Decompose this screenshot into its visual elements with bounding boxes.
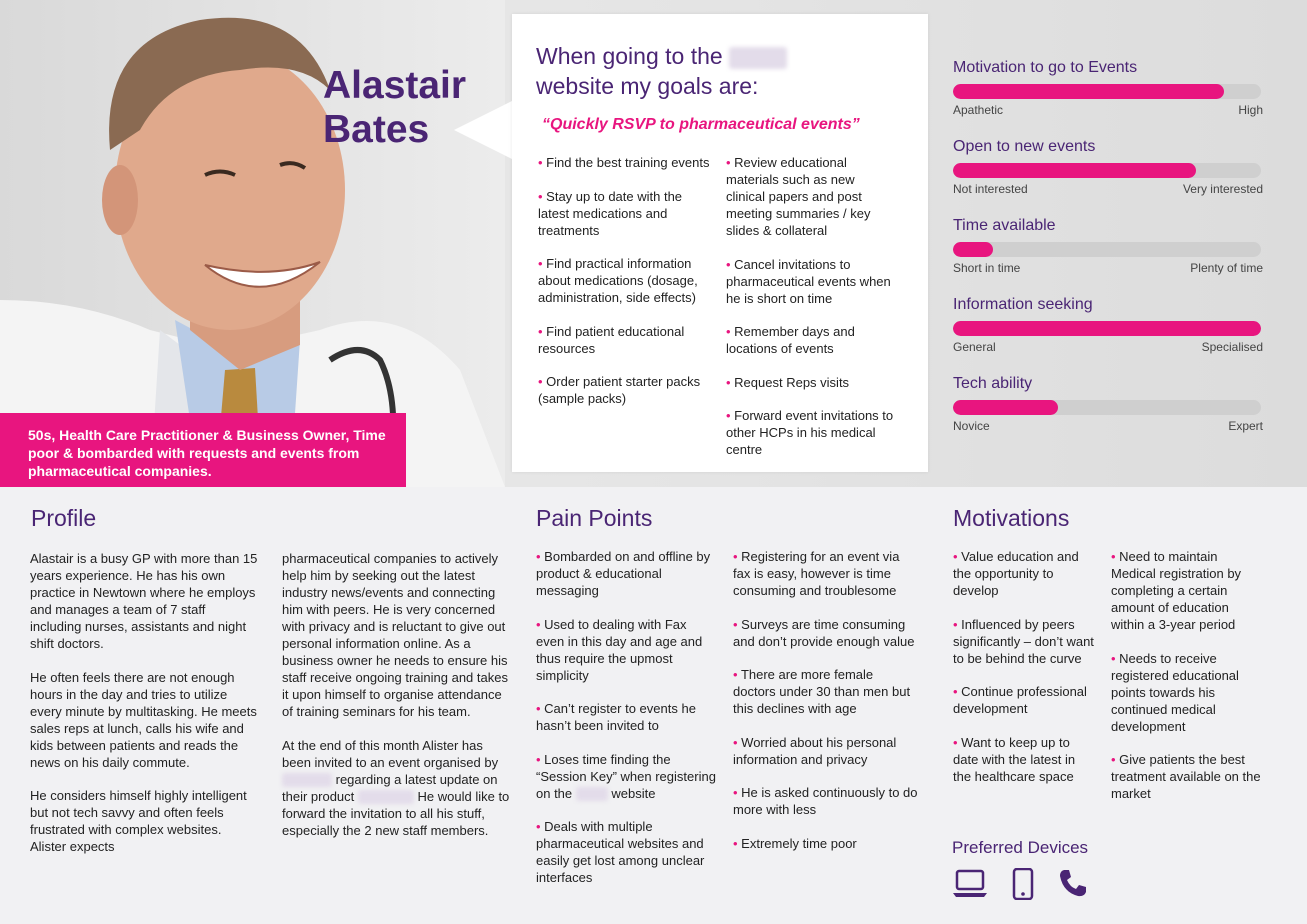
goal-item: • Request Reps visits [726, 374, 896, 391]
preferred-devices-title: Preferred Devices [952, 838, 1089, 857]
profile-text: regarding a latest update on their product [282, 771, 498, 804]
goal-item: • Order patient starter packs (sample packs) [538, 373, 714, 407]
profile-column-2 [282, 550, 510, 855]
goals-heading-part1: When going to the [536, 43, 723, 69]
scale-high-label: High [1238, 103, 1263, 117]
pain-points-title: Pain Points [536, 505, 653, 531]
goals-list-left [538, 154, 714, 424]
pain-point-item: • Can’t register to events he hasn’t been invited to [536, 700, 718, 734]
goal-item: • Find patient educational resources [538, 323, 714, 357]
scale-information-seeking [953, 294, 1263, 373]
goal-item: • Cancel invitations to pharmaceutical events when he is short on time [726, 256, 896, 307]
pain-point-text: website [611, 785, 656, 801]
scale-title: Information seeking [953, 296, 1093, 313]
scale-track [953, 400, 1261, 415]
scale-fill [953, 400, 1058, 415]
goal-item: • Stay up to date with the latest medications and treatments [538, 188, 714, 239]
redacted-company [282, 773, 332, 787]
pain-point-item: • Bombarded on and offline by product & educational messaging [536, 548, 718, 599]
motivation-item: • Value education and the opportunity to develop [953, 548, 1095, 599]
scale-low-label: Apathetic [953, 103, 1004, 117]
pain-points-list-left [536, 548, 718, 903]
scale-low-label: General [953, 340, 996, 354]
scale-open-new-events [953, 136, 1263, 215]
motivation-item: • Give patients the best treatment available on the market [1111, 751, 1261, 802]
motivation-item: • Want to keep up to date with the latest in the healthcare space [953, 734, 1095, 785]
phone-icon [1058, 868, 1088, 905]
scale-fill [953, 321, 1261, 336]
scale-track [953, 321, 1261, 336]
motivations-title: Motivations [953, 505, 1070, 531]
goals-card [512, 14, 928, 472]
pain-point-text: Loses time finding the “Session Key” when registering on the [536, 751, 716, 801]
goals-heading [536, 41, 916, 101]
redacted-brand [729, 47, 787, 69]
scale-time-available [953, 215, 1263, 294]
goal-item: • Review educational materials such as new clinical papers and post meeting summaries / key slides & collateral [726, 154, 896, 239]
pain-point-item: • There are more female doctors under 30 than men but this declines with age [733, 666, 918, 717]
goals-heading-part2: website my goals are: [536, 73, 759, 99]
motivations-list-left [953, 548, 1095, 801]
goal-item: • Find the best training events [538, 154, 714, 171]
scale-motivation [953, 57, 1263, 136]
scale-fill [953, 84, 1224, 99]
motivations-list-right [1111, 548, 1261, 819]
goal-item: • Find practical information about medications (dosage, administration, side effects) [538, 255, 714, 306]
scale-high-label: Specialised [1201, 340, 1263, 354]
pain-point-item: • He is asked continuously to do more with less [733, 784, 918, 818]
scale-fill [953, 242, 993, 257]
scale-title: Motivation to go to Events [953, 59, 1138, 76]
goal-item: • Forward event invitations to other HCPs in his medical centre [726, 407, 896, 458]
scale-high-label: Very interested [1182, 182, 1263, 196]
motivation-item: • Influenced by peers significantly – don’t want to be behind the curve [953, 616, 1095, 667]
redacted-product [358, 790, 414, 804]
pain-point-item: • Worried about his personal information and privacy [733, 734, 918, 768]
scale-title: Open to new events [953, 138, 1096, 155]
scale-title: Tech ability [953, 375, 1033, 392]
motivation-item: • Continue professional development [953, 683, 1095, 717]
scale-fill [953, 163, 1196, 178]
pain-point-item: • Surveys are time consuming and don’t provide enough value [733, 616, 918, 650]
scale-track [953, 163, 1261, 178]
laptop-icon [952, 868, 988, 905]
pain-point-item: • Used to dealing with Fax even in this day and age and thus require the upmost simplicity [536, 616, 718, 684]
smartphone-icon [1012, 868, 1034, 905]
redacted-brand [576, 787, 608, 801]
scale-low-label: Short in time [953, 261, 1021, 275]
preferred-devices [952, 868, 1088, 905]
scale-track [953, 84, 1261, 99]
profile-paragraph: He often feels there are not enough hours in the day and tries to utilize every minute by multitasking. He meets sales reps at lunch, calls his wife and kids between patients and reads the news on his daily commute. [30, 669, 257, 770]
goal-item: • Remember days and locations of events [726, 323, 896, 357]
profile-paragraph: Alastair is a busy GP with more than 15 years experience. He has his own practice in Newtown where he employs and manages a team of 7 staff including nurses, assistants and night shift doctors. [30, 551, 258, 651]
speech-pointer [454, 100, 514, 160]
scale-low-label: Not interested [953, 182, 1028, 196]
pain-point-item: • Deals with multiple pharmaceutical websites and easily get lost among unclear interfaces [536, 818, 718, 886]
scale-high-label: Plenty of time [1190, 261, 1263, 275]
goals-quote: “Quickly RSVP to pharmaceutical events” [542, 116, 860, 133]
persona-name: Alastair Bates [323, 64, 467, 151]
scale-tech-ability [953, 373, 1263, 452]
profile-text: He would like to forward the invitation to all his stuff, especially the 2 new staff members. [282, 788, 510, 838]
goals-list-right [726, 154, 896, 475]
scale-title: Time available [953, 217, 1056, 234]
scale-track [953, 242, 1261, 257]
pain-point-item: • Registering for an event via fax is easy, however is time consuming and troublesome [733, 548, 918, 599]
motivation-item: • Need to maintain Medical registration by completing a certain amount of education within a 3-year period [1111, 548, 1261, 633]
pain-point-item: • Extremely time poor [733, 835, 918, 852]
profile-paragraph [282, 737, 510, 839]
profile-text: At the end of this month Alister has been invited to an event organised by [282, 737, 499, 770]
scale-high-label: Expert [1228, 419, 1263, 433]
profile-column-1 [30, 550, 258, 872]
attribute-scales [953, 57, 1263, 452]
profile-paragraph: pharmaceutical companies to actively help him by seeking out the latest industry news/events and connecting him with peers. He is very concerned with privacy and is reluctant to give out personal information online. As a business owner he needs to ensure his staff receive ongoing training and takes it upon himself to organise attendance of training seminars for his team. [282, 551, 508, 719]
pain-points-list-right [733, 548, 918, 868]
pain-point-item [536, 751, 718, 802]
persona-tagline: 50s, Health Care Practitioner & Business Owner, Time poor & bombarded with requests and events from pharmaceutical companies. [0, 413, 406, 487]
profile-paragraph: He considers himself highly intelligent but not tech savvy and often feels frustrated with complex websites. Alister expects [30, 788, 247, 854]
profile-title: Profile [31, 505, 97, 531]
scale-low-label: Novice [953, 419, 990, 433]
motivation-item: • Needs to receive registered educational points towards his continued medical development [1111, 650, 1261, 735]
